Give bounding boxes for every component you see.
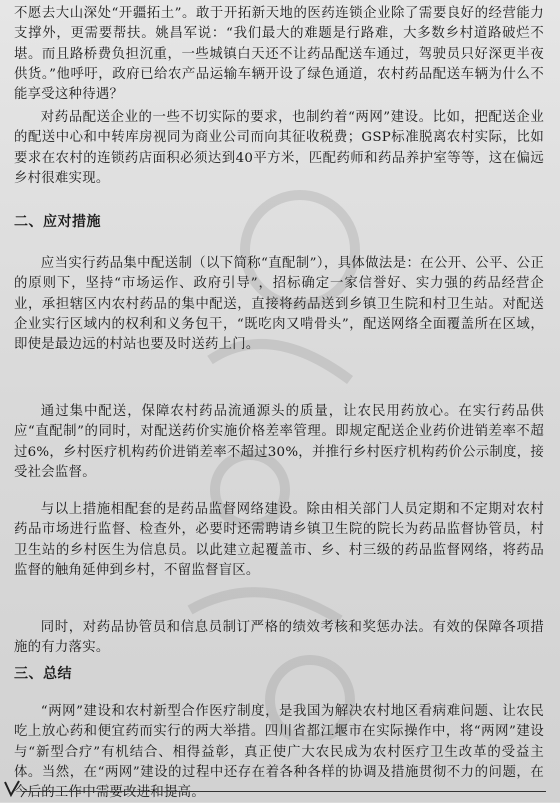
paragraph-requirements: 对药品配送企业的一些不切实际的要求，也制约着“两网”建设。比如，把配送企业的配送中心和中转库房视同为商业公司而向其征收税费；GSP标准脱离农村实际，比如要求在农村的连锁药店面积必须达到40平方米，匹配药师和药品养护室等等，这在偏远乡村很难实现。 — [14, 110, 544, 186]
paragraph-assessment: 同时，对药品协管员和信息员制订严格的绩效考核和奖惩办法。有效的保障各项措施的有力落实。 — [14, 620, 544, 656]
footer-rule — [22, 791, 546, 792]
section-heading-measures: 二、应对措施 — [14, 214, 101, 230]
section-heading-summary: 三、总结 — [14, 666, 72, 682]
paragraph-central-delivery: 应当实行药品集中配送制（以下简称“直配制”），具体做法是：在公开、公平、公正的原则下，坚持“市场运作、政府引导”，招标确定一家信誉好、实力强的药品经营企业，承担辖区内农村药品的集中配送，直接将药品送到乡镇卫生院和村卫生站。对配送企业实行区域内的权利和义务包干，“既吃肉又啃骨头”，配送网络全面覆盖所在区域，即使是最边远的村站也要及时送药上门。 — [14, 256, 544, 353]
paragraph-supervision-network: 与以上措施相配套的是药品监督网络建设。除由相关部门人员定期和不定期对农村药品市场进行监督、检查外，必要时还需聘请乡镇卫生院的院长为药品监督协管员，村卫生站的乡村医生为信息员。以此建立起覆盖市、乡、村三级的药品监督网络，将药品监督的触角延伸到乡村，不留监督盲区。 — [14, 502, 544, 578]
footer-ornament-icon — [2, 778, 22, 798]
paragraph-intro-continuation: 不愿去大山深处“开疆拓土”。敢于开拓新天地的医药连锁企业除了需要良好的经营能力支撑外，更需要帮扶。姚昌军说：“我们最大的难题是行路难，大多数乡村道路破烂不堪。而且路桥费负担沉重，一些城镇白天还不让药品配送车通过，驾驶员只好深更半夜供货。”他呼吁，政府已给农产品运输车辆开设了绿色通道，农村药品配送车辆为什么不能享受这种待遇？ — [14, 6, 544, 103]
paragraph-summary: “两网”建设和农村新型合作医疗制度，是我国为解决农村地区看病难问题、让农民吃上放心药和便宜药而实行的两大举措。四川省都江堰市在实际操作中，将“两网”建设与“新型合疗”有机结合、相得益彰，真正使广大农民成为农村医疗卫生改革的受益主体。当然，在“两网”建设的过程中还存在着各种各样的协调及措施贯彻不力的问题，在今后的工作中需要改进和提高。 — [14, 704, 544, 801]
paragraph-quality-pricing: 通过集中配送，保障农村药品流通源头的质量，让农民用药放心。在实行药品供应“直配制”的同时，对配送药价实施价格差率管理。即规定配送企业药价进销差率不超过6%，乡村医疗机构药价进销差率不超过30%，并推行乡村医疗机构药价公示制度，接受社会监督。 — [14, 404, 544, 480]
